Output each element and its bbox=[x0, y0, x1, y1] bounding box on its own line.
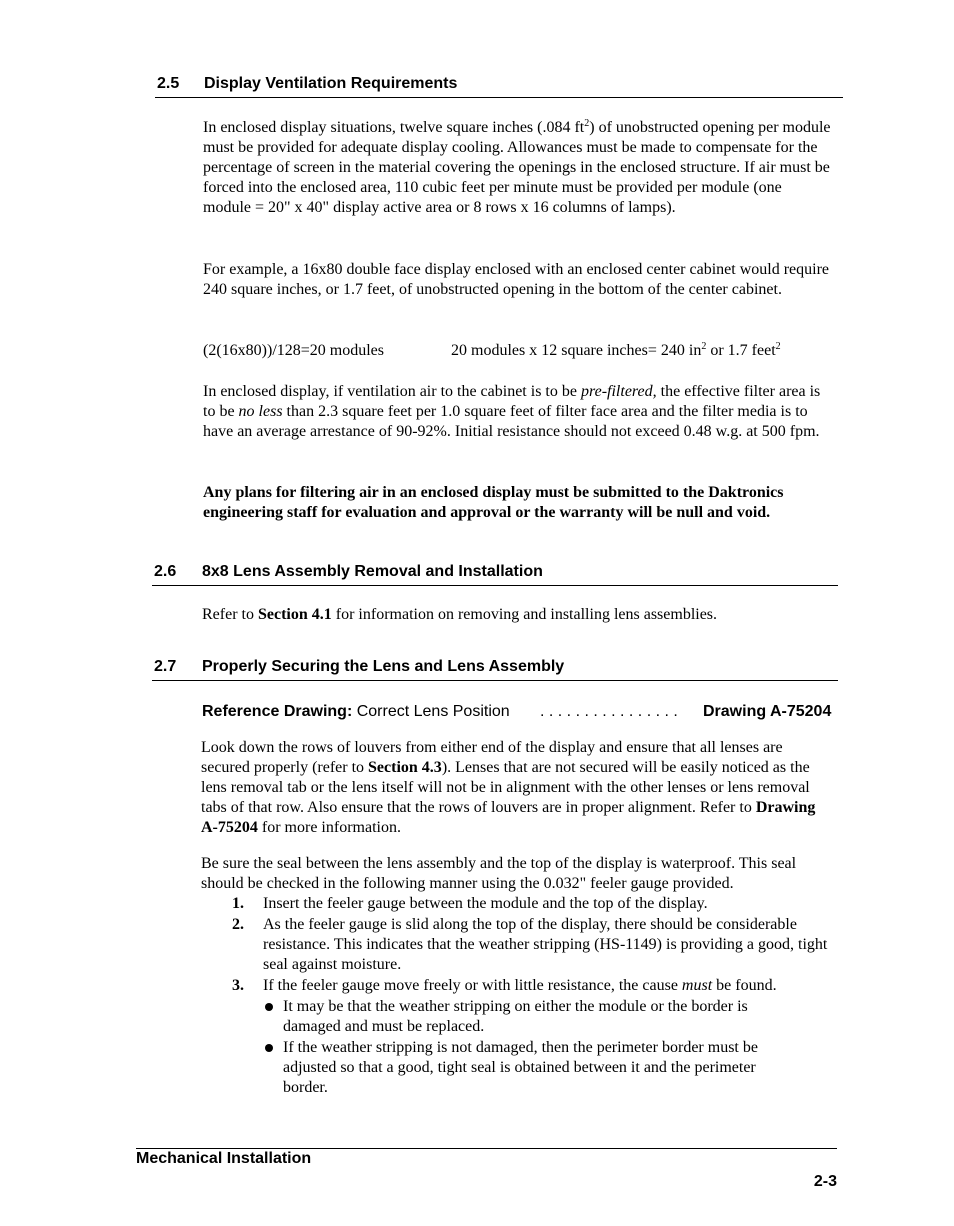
text: In enclosed display situations, twelve square inches (.084 ft bbox=[203, 119, 585, 136]
text: for more information. bbox=[257, 819, 401, 836]
section-2-5-para-2 bbox=[203, 260, 833, 300]
bullet-item bbox=[263, 997, 783, 1037]
reference-drawing-number bbox=[703, 703, 831, 721]
reference-text: Correct Lens Position bbox=[356, 703, 510, 720]
calc-left bbox=[203, 341, 384, 361]
calc-right bbox=[451, 341, 781, 361]
step-text: Insert the feeler gauge between the module and the top of the display. bbox=[263, 895, 708, 912]
list-item bbox=[232, 976, 838, 1098]
bullet-text: If the weather stripping is not damaged, then the perimeter border must be adjusted so that a good, tight seal is obtained between it and the perimeter border. bbox=[283, 1039, 758, 1096]
step-text: As the feeler gauge is slid along the top of the display, there should be considerable resistance. This indicates that the weather stripping (HS-1149) is providing a good, tight seal against moisture. bbox=[263, 916, 828, 973]
step-text: be found. bbox=[712, 977, 777, 994]
text: ). Lenses that are not secured will be easily noticed as the lens removal tab or the lens itself will not be in alignment with the other lenses or lens removal tabs of that row. Also ensure that the rows of louvers are in proper alignment. Refer to bbox=[201, 759, 810, 816]
bullet-icon bbox=[265, 1003, 273, 1011]
list-item bbox=[232, 894, 838, 914]
bullet-icon bbox=[265, 1044, 273, 1052]
section-2-7-para-1 bbox=[201, 738, 835, 838]
drawing-number: Drawing A-75204 bbox=[703, 703, 832, 720]
step-text: If the feeler gauge move freely or with little resistance, the cause bbox=[263, 977, 682, 994]
text: Look down the rows of louvers from either end of the display and ensure that all lenses are secured properly (refer to bbox=[201, 739, 783, 776]
text: the effective filter area is to be bbox=[203, 383, 821, 420]
text: In enclosed display, if ventilation air to the cabinet is to be bbox=[203, 383, 581, 400]
text: (2(16x80))/128=20 modules bbox=[203, 342, 384, 359]
section-heading-2-6 bbox=[152, 563, 838, 586]
section-number: 2.6 bbox=[154, 563, 177, 580]
warranty-notice bbox=[203, 483, 835, 523]
step-number: 2. bbox=[232, 916, 244, 933]
footer-title: Mechanical Installation bbox=[136, 1150, 312, 1167]
text: For example, a 16x80 double face display enclosed with an enclosed center cabinet would require 240 square inches, or 1.7 feet, of unobstructed opening in the bottom of the center cabinet. bbox=[203, 261, 829, 298]
bold-text: Section 4.3 bbox=[368, 759, 442, 776]
section-2-5-para-3 bbox=[203, 382, 835, 442]
page-number: 2-3 bbox=[813, 1173, 837, 1190]
superscript: 2 bbox=[701, 341, 707, 352]
text: ) of unobstructed opening per module must be provided for adequate display cooling. Allowances must be made to compensate for the percentage of screen in the material covering the openings in the enclosed structure. If air must be forced into the enclosed area, 110 cubic feet per minute must be provided per module (one module = 20" x 40" display active area or 8 rows x 16 columns of lamps). bbox=[203, 119, 831, 216]
section-2-7-para-2 bbox=[201, 854, 821, 894]
text: than 2.3 square feet per 1.0 square feet of filter face area and the filter media is to have an average arrestance of 90-92%. Initial resistance should not exceed 0.48 w.g. at 500 fpm. bbox=[203, 403, 820, 440]
bullet-item bbox=[263, 1038, 783, 1098]
reference-drawing-line bbox=[202, 703, 510, 721]
footer-rule bbox=[136, 1148, 837, 1149]
reference-label: Reference Drawing: bbox=[202, 703, 353, 720]
superscript: 2 bbox=[584, 118, 590, 129]
text: for information on removing and installing lens assemblies. bbox=[331, 606, 718, 623]
section-title: Display Ventilation Requirements bbox=[204, 75, 458, 92]
step-number: 3. bbox=[232, 977, 244, 994]
section-heading-2-5 bbox=[155, 75, 843, 98]
bold-text: Section 4.1 bbox=[257, 606, 332, 623]
italic-text: must bbox=[681, 977, 713, 994]
text: Refer to bbox=[202, 606, 258, 623]
bold-text: Drawing A-75204 bbox=[201, 799, 816, 836]
bullet-list bbox=[263, 997, 783, 1098]
superscript: 2 bbox=[775, 341, 781, 352]
section-title: 8x8 Lens Assembly Removal and Installation bbox=[202, 563, 543, 580]
list-item bbox=[232, 915, 838, 975]
italic-text: pre-filtered, bbox=[580, 383, 657, 400]
step-number: 1. bbox=[232, 895, 244, 912]
section-2-6-para-1 bbox=[202, 605, 834, 625]
section-2-5-para-1 bbox=[203, 118, 833, 218]
italic-text: no less bbox=[238, 403, 283, 420]
section-heading-2-7 bbox=[152, 658, 838, 681]
text: 20 modules x 12 square inches= 240 in bbox=[451, 342, 702, 359]
bullet-text: It may be that the weather stripping on either the module or the border is damaged and must be replaced. bbox=[283, 998, 748, 1035]
section-title: Properly Securing the Lens and Lens Assembly bbox=[202, 658, 565, 675]
text: Any plans for filtering air in an enclosed display must be submitted to the Daktronics engineering staff for evaluation and approval or the warranty will be null and void. bbox=[203, 484, 784, 521]
section-number: 2.5 bbox=[157, 75, 180, 92]
text: or 1.7 feet bbox=[706, 342, 776, 359]
section-number: 2.7 bbox=[154, 658, 177, 675]
text: Be sure the seal between the lens assembly and the top of the display is waterproof. This seal should be checked in the following manner using the 0.032" feeler gauge provided. bbox=[201, 855, 797, 892]
seal-check-steps bbox=[232, 894, 838, 1099]
leader-dots: . . . . . . . . . . . . . . . . bbox=[540, 703, 678, 720]
reference-leader-dots bbox=[540, 703, 678, 721]
